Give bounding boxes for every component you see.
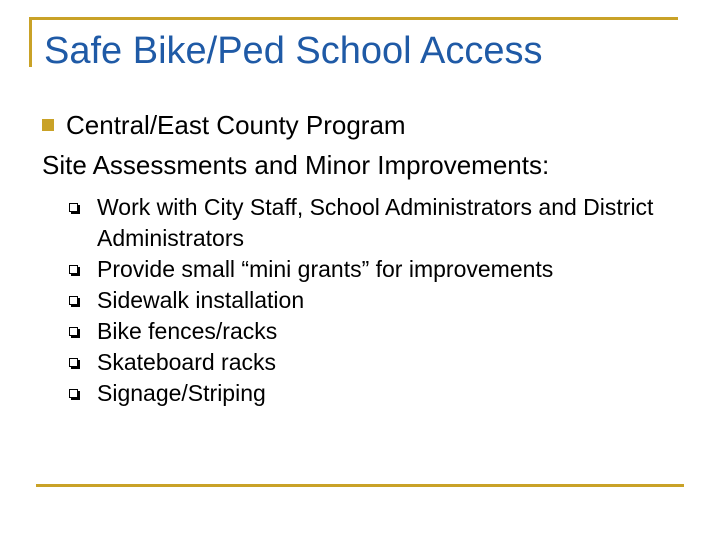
list-item-text: Signage/Striping	[97, 380, 266, 406]
checkbox-bullet-icon	[69, 358, 78, 367]
list-item-text: Provide small “mini grants” for improvements	[97, 256, 554, 282]
checkbox-bullet-icon	[69, 265, 78, 274]
list-item-text: Sidewalk installation	[97, 287, 305, 313]
top-rule	[29, 17, 678, 20]
list-item	[65, 347, 685, 378]
checkbox-bullet-icon	[69, 296, 78, 305]
improvements-list	[65, 192, 685, 409]
list-item	[65, 192, 685, 254]
subheading: Site Assessments and Minor Improvements:	[42, 150, 550, 180]
list-item	[65, 254, 685, 285]
checkbox-bullet-icon	[69, 389, 78, 398]
list-item	[65, 316, 685, 347]
list-item-text: Work with City Staff, School Administrators and District Administrators	[97, 194, 654, 251]
bottom-rule	[36, 484, 684, 487]
program-bullet	[42, 109, 406, 141]
left-rule	[29, 17, 32, 67]
list-item	[65, 378, 685, 409]
checkbox-bullet-icon	[69, 327, 78, 336]
slide-title: Safe Bike/Ped School Access	[44, 30, 543, 72]
list-item	[65, 285, 685, 316]
list-item-text: Bike fences/racks	[97, 318, 278, 344]
square-bullet-icon	[42, 119, 54, 131]
program-label: Central/East County Program	[66, 110, 406, 140]
checkbox-bullet-icon	[69, 203, 78, 212]
list-item-text: Skateboard racks	[97, 349, 276, 375]
